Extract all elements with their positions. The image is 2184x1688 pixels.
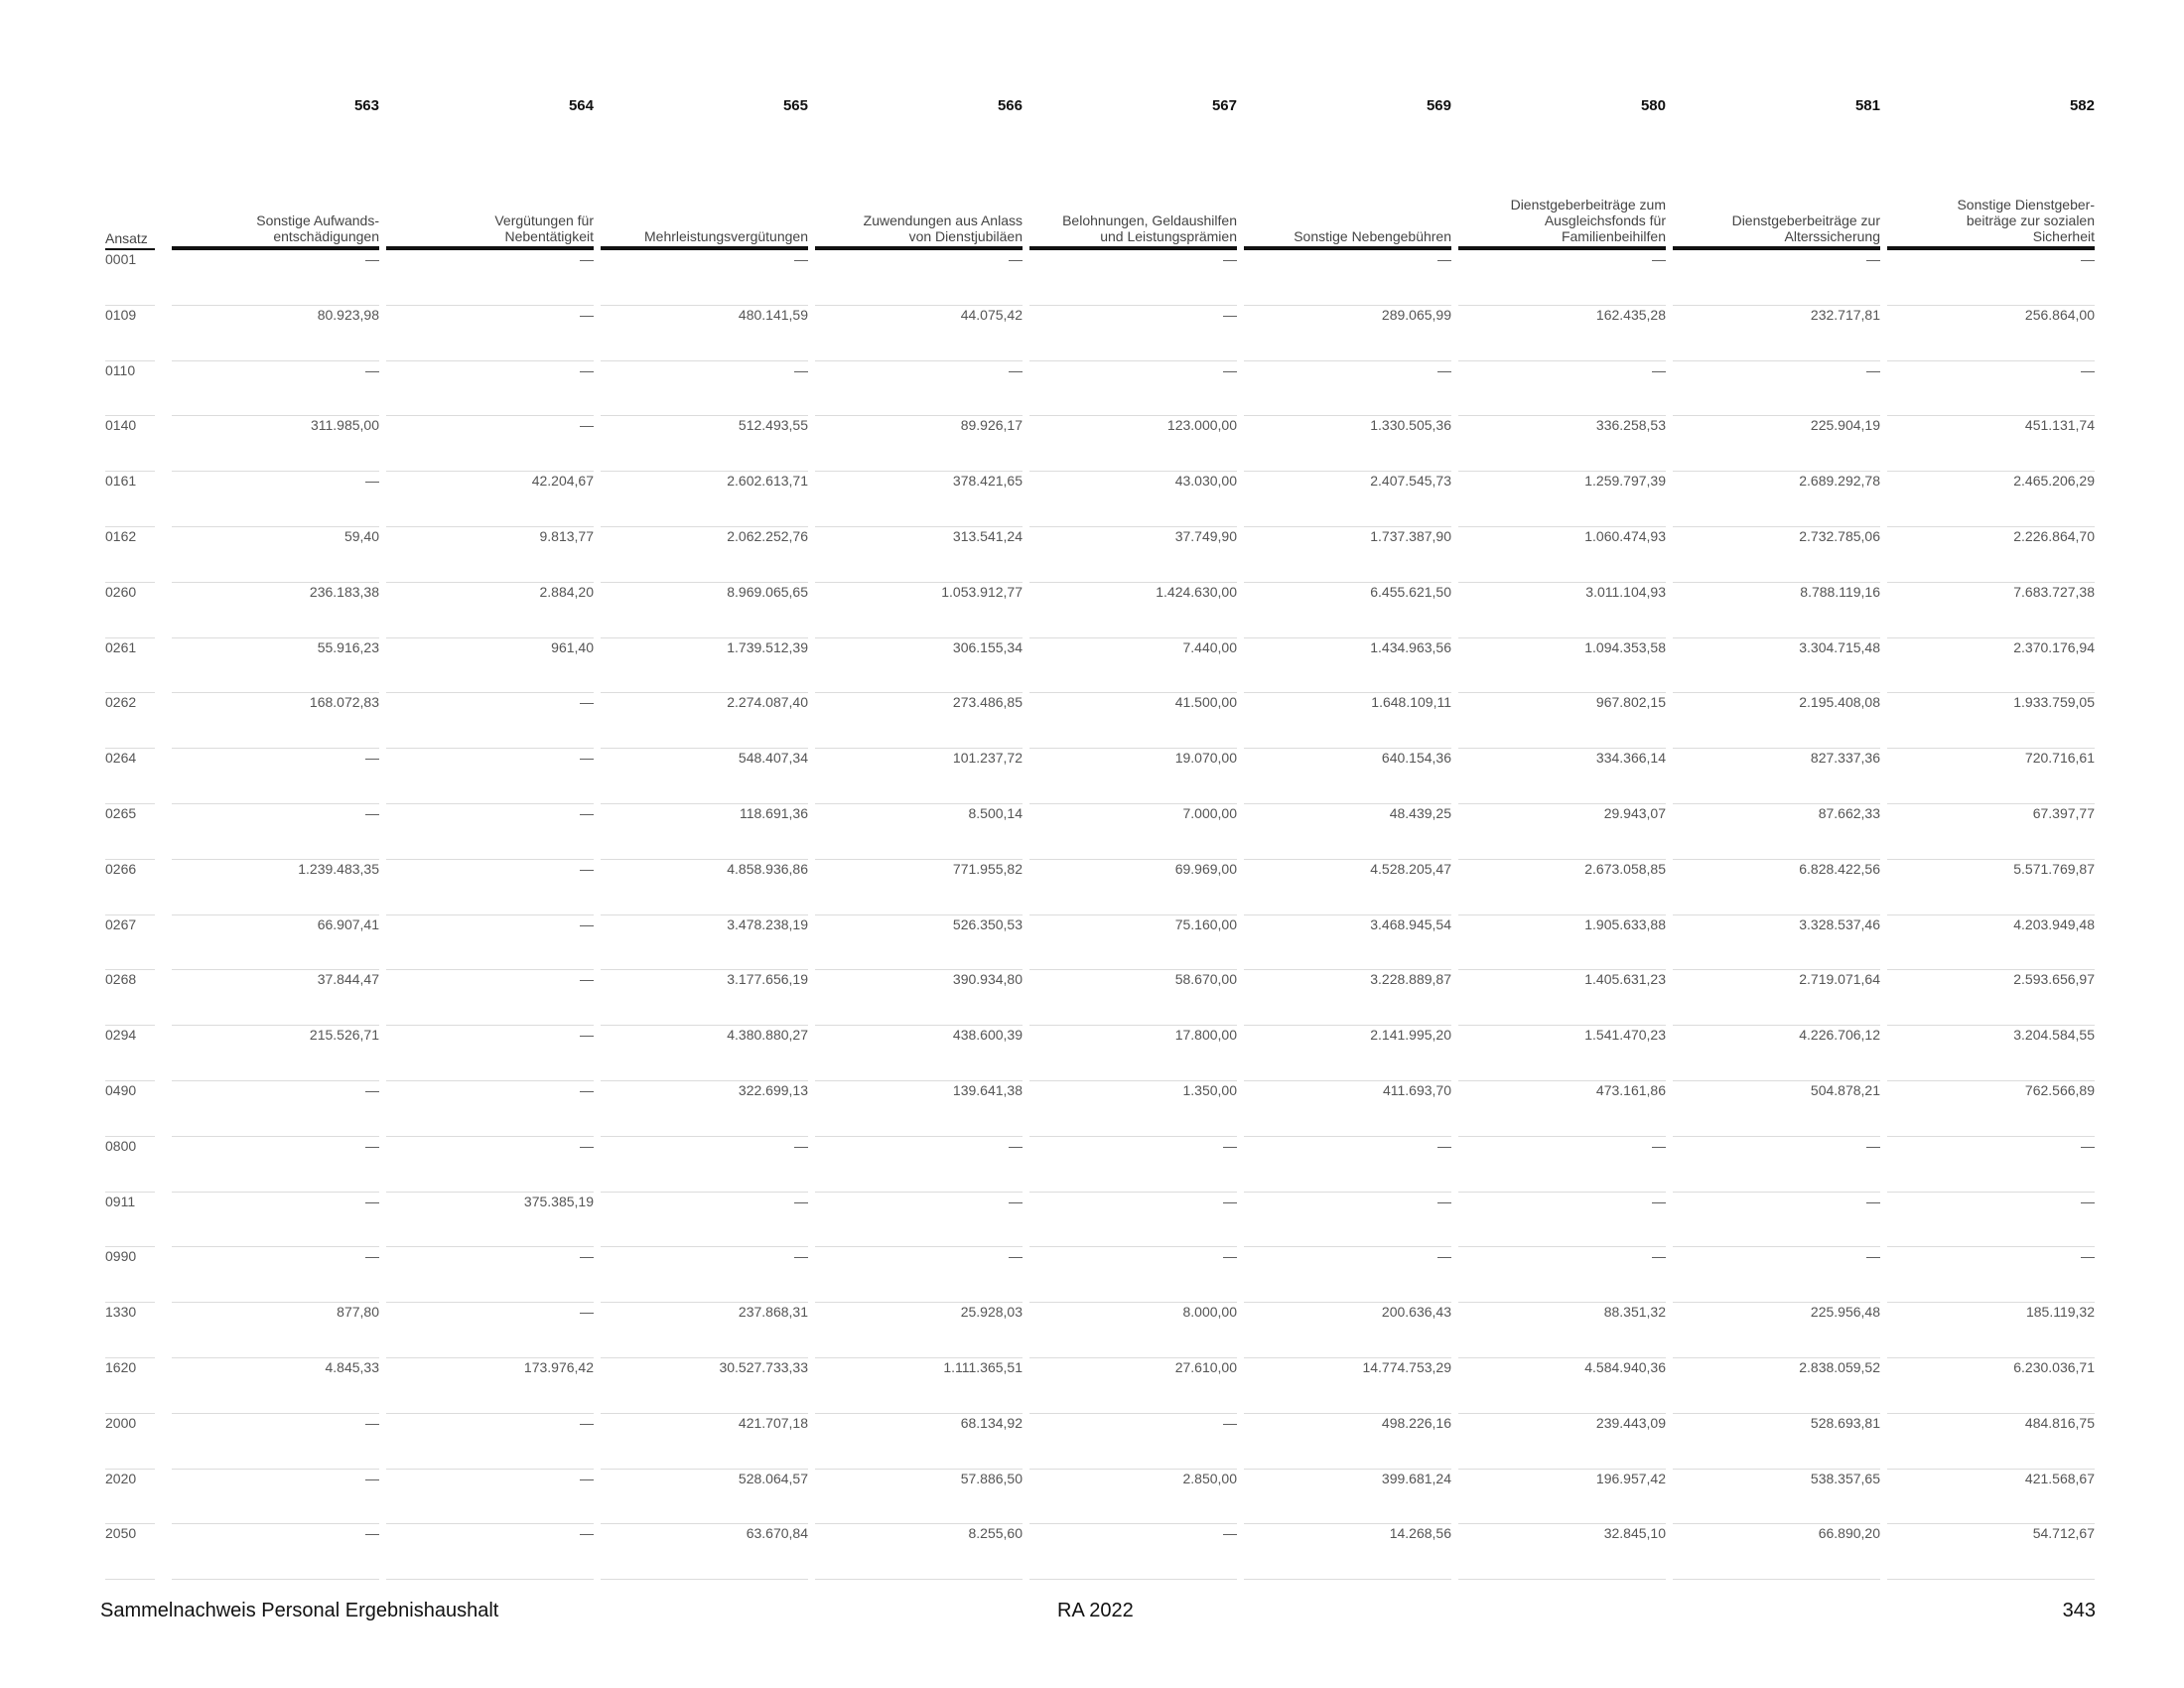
value-cell: — bbox=[1673, 361, 1880, 417]
ansatz-cell: 0261 bbox=[105, 638, 155, 694]
ansatz-cell: 0264 bbox=[105, 749, 155, 804]
value-cell: — bbox=[386, 1137, 594, 1193]
value-cell: — bbox=[172, 1470, 379, 1525]
value-cell: 1.933.759,05 bbox=[1887, 693, 2095, 749]
value-cell: 37.749,90 bbox=[1029, 527, 1237, 583]
value-cell: — bbox=[1458, 1137, 1666, 1193]
value-cell: 43.030,00 bbox=[1029, 472, 1237, 527]
value-cell: 4.203.949,48 bbox=[1887, 915, 2095, 971]
table-row bbox=[105, 1026, 2102, 1081]
value-cell: 762.566,89 bbox=[1887, 1081, 2095, 1137]
value-cell: 162.435,28 bbox=[1458, 306, 1666, 361]
value-cell: — bbox=[386, 970, 594, 1026]
value-cell: — bbox=[386, 693, 594, 749]
value-cell: — bbox=[386, 1303, 594, 1358]
value-cell: — bbox=[1029, 1137, 1237, 1193]
value-cell: 1.350,00 bbox=[1029, 1081, 1237, 1137]
table-row bbox=[105, 1137, 2102, 1193]
value-cell: — bbox=[386, 1414, 594, 1470]
value-cell: 55.916,23 bbox=[172, 638, 379, 694]
value-cell: — bbox=[172, 250, 379, 306]
value-cell: 451.131,74 bbox=[1887, 416, 2095, 472]
ansatz-cell: 0110 bbox=[105, 361, 155, 417]
value-cell: 399.681,24 bbox=[1244, 1470, 1451, 1525]
value-cell: 27.610,00 bbox=[1029, 1358, 1237, 1414]
value-cell: 827.337,36 bbox=[1673, 749, 1880, 804]
value-cell: — bbox=[1887, 361, 2095, 417]
data-table bbox=[105, 250, 2102, 1580]
value-cell: 2.141.995,20 bbox=[1244, 1026, 1451, 1081]
value-cell: — bbox=[1029, 250, 1237, 306]
value-cell: 2.465.206,29 bbox=[1887, 472, 2095, 527]
value-cell: 68.134,92 bbox=[815, 1414, 1023, 1470]
value-cell: 2.673.058,85 bbox=[1458, 860, 1666, 915]
value-cell: — bbox=[172, 1193, 379, 1248]
value-cell: 232.717,81 bbox=[1673, 306, 1880, 361]
value-cell: 1.424.630,00 bbox=[1029, 583, 1237, 638]
page-number: 343 bbox=[2062, 1600, 2096, 1621]
value-cell: — bbox=[601, 361, 808, 417]
ansatz-cell: 0001 bbox=[105, 250, 155, 306]
value-cell: — bbox=[172, 1081, 379, 1137]
value-cell: 306.155,34 bbox=[815, 638, 1023, 694]
value-cell: 57.886,50 bbox=[815, 1470, 1023, 1525]
value-cell: 1.541.470,23 bbox=[1458, 1026, 1666, 1081]
column-code: 565 bbox=[782, 97, 808, 114]
value-cell: 75.160,00 bbox=[1029, 915, 1237, 971]
value-cell: 378.421,65 bbox=[815, 472, 1023, 527]
table-row bbox=[105, 1081, 2102, 1137]
table-row bbox=[105, 1414, 2102, 1470]
value-cell: 480.141,59 bbox=[601, 306, 808, 361]
column-header: Sonstige Aufwands- entschädigungen bbox=[172, 187, 379, 250]
value-cell: 473.161,86 bbox=[1458, 1081, 1666, 1137]
value-cell: 771.955,82 bbox=[815, 860, 1023, 915]
value-cell: 3.011.104,93 bbox=[1458, 583, 1666, 638]
ansatz-cell: 0162 bbox=[105, 527, 155, 583]
value-cell: 29.943,07 bbox=[1458, 804, 1666, 860]
value-cell: 67.397,77 bbox=[1887, 804, 2095, 860]
table-row bbox=[105, 1358, 2102, 1414]
value-cell: 123.000,00 bbox=[1029, 416, 1237, 472]
value-cell: 6.828.422,56 bbox=[1673, 860, 1880, 915]
column-code: 581 bbox=[1854, 97, 1880, 114]
value-cell: 4.845,33 bbox=[172, 1358, 379, 1414]
column-code: 564 bbox=[568, 97, 594, 114]
ansatz-cell: 0109 bbox=[105, 306, 155, 361]
value-cell: 512.493,55 bbox=[601, 416, 808, 472]
value-cell: 118.691,36 bbox=[601, 804, 808, 860]
value-cell: — bbox=[172, 1524, 379, 1580]
value-cell: — bbox=[1887, 1193, 2095, 1248]
column-header: Mehrleistungsvergütungen bbox=[601, 187, 808, 250]
value-cell: — bbox=[1244, 1137, 1451, 1193]
value-cell: 7.683.727,38 bbox=[1887, 583, 2095, 638]
value-cell: — bbox=[815, 361, 1023, 417]
value-cell: — bbox=[815, 1247, 1023, 1303]
value-cell: 8.000,00 bbox=[1029, 1303, 1237, 1358]
value-cell: — bbox=[386, 1026, 594, 1081]
value-cell: 17.800,00 bbox=[1029, 1026, 1237, 1081]
table-header bbox=[105, 187, 2102, 250]
value-cell: — bbox=[1673, 1247, 1880, 1303]
value-cell: — bbox=[386, 860, 594, 915]
ansatz-cell: 0266 bbox=[105, 860, 155, 915]
page-footer bbox=[100, 1600, 2096, 1623]
value-cell: 3.177.656,19 bbox=[601, 970, 808, 1026]
value-cell: 41.500,00 bbox=[1029, 693, 1237, 749]
footer-report-year: RA 2022 bbox=[1057, 1600, 1134, 1621]
ansatz-cell: 0268 bbox=[105, 970, 155, 1026]
ansatz-cell: 2000 bbox=[105, 1414, 155, 1470]
table-row bbox=[105, 1303, 2102, 1358]
value-cell: — bbox=[386, 361, 594, 417]
value-cell: 225.904,19 bbox=[1673, 416, 1880, 472]
value-cell: 2.719.071,64 bbox=[1673, 970, 1880, 1026]
column-code: 563 bbox=[353, 97, 379, 114]
value-cell: 1.905.633,88 bbox=[1458, 915, 1666, 971]
value-cell: — bbox=[1673, 1193, 1880, 1248]
value-cell: 1.737.387,90 bbox=[1244, 527, 1451, 583]
value-cell: 66.907,41 bbox=[172, 915, 379, 971]
value-cell: — bbox=[1244, 1247, 1451, 1303]
column-header: Dienstgeberbeiträge zum Ausgleichsfonds für Familienbeihilfen bbox=[1458, 187, 1666, 250]
value-cell: 967.802,15 bbox=[1458, 693, 1666, 749]
value-cell: 8.500,14 bbox=[815, 804, 1023, 860]
value-cell: — bbox=[601, 1247, 808, 1303]
value-cell: 3.304.715,48 bbox=[1673, 638, 1880, 694]
value-cell: 1.739.512,39 bbox=[601, 638, 808, 694]
value-cell: 89.926,17 bbox=[815, 416, 1023, 472]
value-cell: 87.662,33 bbox=[1673, 804, 1880, 860]
value-cell: 58.670,00 bbox=[1029, 970, 1237, 1026]
value-cell: 4.528.205,47 bbox=[1244, 860, 1451, 915]
value-cell: — bbox=[386, 1470, 594, 1525]
table-row bbox=[105, 693, 2102, 749]
value-cell: 526.350,53 bbox=[815, 915, 1023, 971]
value-cell: — bbox=[1029, 306, 1237, 361]
value-cell: 239.443,09 bbox=[1458, 1414, 1666, 1470]
value-cell: 1.239.483,35 bbox=[172, 860, 379, 915]
value-cell: 6.230.036,71 bbox=[1887, 1358, 2095, 1414]
value-cell: 322.699,13 bbox=[601, 1081, 808, 1137]
value-cell: — bbox=[601, 250, 808, 306]
value-cell: 2.838.059,52 bbox=[1673, 1358, 1880, 1414]
value-cell: 2.062.252,76 bbox=[601, 527, 808, 583]
value-cell: 8.969.065,65 bbox=[601, 583, 808, 638]
value-cell: — bbox=[1029, 1193, 1237, 1248]
value-cell: 25.928,03 bbox=[815, 1303, 1023, 1358]
value-cell: 2.602.613,71 bbox=[601, 472, 808, 527]
value-cell: 19.070,00 bbox=[1029, 749, 1237, 804]
value-cell: 1.434.963,56 bbox=[1244, 638, 1451, 694]
value-cell: 14.774.753,29 bbox=[1244, 1358, 1451, 1414]
value-cell: 273.486,85 bbox=[815, 693, 1023, 749]
value-cell: 311.985,00 bbox=[172, 416, 379, 472]
value-cell: 80.923,98 bbox=[172, 306, 379, 361]
column-header: Belohnungen, Geldaushilfen und Leistungsprämien bbox=[1029, 187, 1237, 250]
value-cell: — bbox=[601, 1193, 808, 1248]
value-cell: 9.813,77 bbox=[386, 527, 594, 583]
value-cell: 4.380.880,27 bbox=[601, 1026, 808, 1081]
column-header: Zuwendungen aus Anlass von Dienstjubiläen bbox=[815, 187, 1023, 250]
value-cell: — bbox=[172, 361, 379, 417]
value-cell: 2.274.087,40 bbox=[601, 693, 808, 749]
value-cell: — bbox=[1458, 1193, 1666, 1248]
value-cell: 48.439,25 bbox=[1244, 804, 1451, 860]
table-row bbox=[105, 749, 2102, 804]
value-cell: 4.584.940,36 bbox=[1458, 1358, 1666, 1414]
value-cell: 44.075,42 bbox=[815, 306, 1023, 361]
value-cell: 236.183,38 bbox=[172, 583, 379, 638]
value-cell: — bbox=[172, 1414, 379, 1470]
value-cell: 2.195.408,08 bbox=[1673, 693, 1880, 749]
ansatz-cell: 2020 bbox=[105, 1470, 155, 1525]
value-cell: 215.526,71 bbox=[172, 1026, 379, 1081]
column-code: 569 bbox=[1426, 97, 1451, 114]
table-row bbox=[105, 860, 2102, 915]
ansatz-cell: 0911 bbox=[105, 1193, 155, 1248]
value-cell: 1.060.474,93 bbox=[1458, 527, 1666, 583]
table-row bbox=[105, 250, 2102, 306]
column-header: Sonstige Nebengebühren bbox=[1244, 187, 1451, 250]
table-row bbox=[105, 970, 2102, 1026]
column-code: 566 bbox=[997, 97, 1023, 114]
value-cell: 1.053.912,77 bbox=[815, 583, 1023, 638]
table-row bbox=[105, 472, 2102, 527]
value-cell: — bbox=[1244, 250, 1451, 306]
value-cell: 42.204,67 bbox=[386, 472, 594, 527]
value-cell: — bbox=[815, 1137, 1023, 1193]
value-cell: 1.094.353,58 bbox=[1458, 638, 1666, 694]
value-cell: 8.788.119,16 bbox=[1673, 583, 1880, 638]
value-cell: 2.593.656,97 bbox=[1887, 970, 2095, 1026]
value-cell: — bbox=[1244, 1193, 1451, 1248]
value-cell: 375.385,19 bbox=[386, 1193, 594, 1248]
value-cell: 3.478.238,19 bbox=[601, 915, 808, 971]
value-cell: 237.868,31 bbox=[601, 1303, 808, 1358]
value-cell: 196.957,42 bbox=[1458, 1470, 1666, 1525]
value-cell: — bbox=[386, 1524, 594, 1580]
value-cell: 411.693,70 bbox=[1244, 1081, 1451, 1137]
value-cell: 3.328.537,46 bbox=[1673, 915, 1880, 971]
value-cell: 498.226,16 bbox=[1244, 1414, 1451, 1470]
table-row bbox=[105, 638, 2102, 694]
value-cell: — bbox=[386, 1247, 594, 1303]
value-cell: — bbox=[1458, 361, 1666, 417]
value-cell: 256.864,00 bbox=[1887, 306, 2095, 361]
value-cell: 3.204.584,55 bbox=[1887, 1026, 2095, 1081]
value-cell: — bbox=[815, 250, 1023, 306]
value-cell: 336.258,53 bbox=[1458, 416, 1666, 472]
ansatz-cell: 0294 bbox=[105, 1026, 155, 1081]
column-code: 567 bbox=[1211, 97, 1237, 114]
value-cell: 720.716,61 bbox=[1887, 749, 2095, 804]
value-cell: — bbox=[1244, 361, 1451, 417]
value-cell: — bbox=[386, 804, 594, 860]
value-cell: 69.969,00 bbox=[1029, 860, 1237, 915]
table-row bbox=[105, 306, 2102, 361]
value-cell: — bbox=[386, 306, 594, 361]
value-cell: — bbox=[815, 1193, 1023, 1248]
value-cell: 438.600,39 bbox=[815, 1026, 1023, 1081]
value-cell: — bbox=[386, 250, 594, 306]
value-cell: — bbox=[172, 1247, 379, 1303]
value-cell: 289.065,99 bbox=[1244, 306, 1451, 361]
value-cell: — bbox=[1029, 1524, 1237, 1580]
value-cell: 961,40 bbox=[386, 638, 594, 694]
value-cell: 1.330.505,36 bbox=[1244, 416, 1451, 472]
column-codes bbox=[172, 97, 2102, 114]
value-cell: 484.816,75 bbox=[1887, 1414, 2095, 1470]
table-row bbox=[105, 1470, 2102, 1525]
ansatz-cell: 0990 bbox=[105, 1247, 155, 1303]
value-cell: 2.370.176,94 bbox=[1887, 638, 2095, 694]
value-cell: 1.405.631,23 bbox=[1458, 970, 1666, 1026]
column-header: Vergütungen für Nebentätigkeit bbox=[386, 187, 594, 250]
column-header: Sonstige Dienstgeber- beiträge zur sozialen Sicherheit bbox=[1887, 187, 2095, 250]
value-cell: — bbox=[386, 1081, 594, 1137]
value-cell: 225.956,48 bbox=[1673, 1303, 1880, 1358]
ansatz-cell: 0267 bbox=[105, 915, 155, 971]
value-cell: — bbox=[1673, 250, 1880, 306]
value-cell: 2.689.292,78 bbox=[1673, 472, 1880, 527]
value-cell: — bbox=[1458, 1247, 1666, 1303]
value-cell: — bbox=[1458, 250, 1666, 306]
ansatz-cell: 1330 bbox=[105, 1303, 155, 1358]
column-code: 582 bbox=[2069, 97, 2095, 114]
ansatz-cell: 0260 bbox=[105, 583, 155, 638]
value-cell: — bbox=[1029, 361, 1237, 417]
value-cell: 6.455.621,50 bbox=[1244, 583, 1451, 638]
value-cell: 3.228.889,87 bbox=[1244, 970, 1451, 1026]
table-row bbox=[105, 915, 2102, 971]
value-cell: 4.858.936,86 bbox=[601, 860, 808, 915]
value-cell: 200.636,43 bbox=[1244, 1303, 1451, 1358]
value-cell: 538.357,65 bbox=[1673, 1470, 1880, 1525]
value-cell: 2.732.785,06 bbox=[1673, 527, 1880, 583]
value-cell: 7.440,00 bbox=[1029, 638, 1237, 694]
ansatz-cell: 2050 bbox=[105, 1524, 155, 1580]
value-cell: 528.064,57 bbox=[601, 1470, 808, 1525]
table-row bbox=[105, 361, 2102, 417]
value-cell: — bbox=[386, 416, 594, 472]
ansatz-cell: 0265 bbox=[105, 804, 155, 860]
value-cell: 334.366,14 bbox=[1458, 749, 1666, 804]
ansatz-cell: 0140 bbox=[105, 416, 155, 472]
value-cell: 139.641,38 bbox=[815, 1081, 1023, 1137]
header-ansatz: Ansatz bbox=[105, 187, 155, 250]
ansatz-cell: 0490 bbox=[105, 1081, 155, 1137]
column-code: 580 bbox=[1640, 97, 1666, 114]
value-cell: — bbox=[1029, 1414, 1237, 1470]
value-cell: 1.111.365,51 bbox=[815, 1358, 1023, 1414]
value-cell: 421.707,18 bbox=[601, 1414, 808, 1470]
value-cell: — bbox=[386, 915, 594, 971]
value-cell: 8.255,60 bbox=[815, 1524, 1023, 1580]
footer-title: Sammelnachweis Personal Ergebnishaushalt bbox=[100, 1600, 499, 1621]
column-header: Dienstgeberbeiträge zur Alterssicherung bbox=[1673, 187, 1880, 250]
table-row bbox=[105, 1247, 2102, 1303]
value-cell: 877,80 bbox=[172, 1303, 379, 1358]
value-cell: 66.890,20 bbox=[1673, 1524, 1880, 1580]
value-cell: — bbox=[172, 749, 379, 804]
value-cell: 421.568,67 bbox=[1887, 1470, 2095, 1525]
value-cell: 2.226.864,70 bbox=[1887, 527, 2095, 583]
value-cell: 168.072,83 bbox=[172, 693, 379, 749]
value-cell: 2.884,20 bbox=[386, 583, 594, 638]
value-cell: 548.407,34 bbox=[601, 749, 808, 804]
value-cell: 14.268,56 bbox=[1244, 1524, 1451, 1580]
value-cell: — bbox=[1887, 1137, 2095, 1193]
value-cell: 3.468.945,54 bbox=[1244, 915, 1451, 971]
value-cell: — bbox=[386, 749, 594, 804]
value-cell: 32.845,10 bbox=[1458, 1524, 1666, 1580]
value-cell: — bbox=[1887, 1247, 2095, 1303]
value-cell: 63.670,84 bbox=[601, 1524, 808, 1580]
value-cell: — bbox=[1887, 250, 2095, 306]
value-cell: 7.000,00 bbox=[1029, 804, 1237, 860]
value-cell: 101.237,72 bbox=[815, 749, 1023, 804]
value-cell: — bbox=[1029, 1247, 1237, 1303]
table-row bbox=[105, 416, 2102, 472]
ansatz-cell: 1620 bbox=[105, 1358, 155, 1414]
value-cell: 528.693,81 bbox=[1673, 1414, 1880, 1470]
table-row bbox=[105, 1524, 2102, 1580]
value-cell: 640.154,36 bbox=[1244, 749, 1451, 804]
value-cell: 1.259.797,39 bbox=[1458, 472, 1666, 527]
value-cell: — bbox=[172, 1137, 379, 1193]
value-cell: 390.934,80 bbox=[815, 970, 1023, 1026]
value-cell: 313.541,24 bbox=[815, 527, 1023, 583]
ansatz-cell: 0262 bbox=[105, 693, 155, 749]
ansatz-cell: 0161 bbox=[105, 472, 155, 527]
value-cell: 54.712,67 bbox=[1887, 1524, 2095, 1580]
value-cell: — bbox=[601, 1137, 808, 1193]
ansatz-cell: 0800 bbox=[105, 1137, 155, 1193]
value-cell: 504.878,21 bbox=[1673, 1081, 1880, 1137]
value-cell: 59,40 bbox=[172, 527, 379, 583]
value-cell: 2.850,00 bbox=[1029, 1470, 1237, 1525]
table-row bbox=[105, 804, 2102, 860]
value-cell: 185.119,32 bbox=[1887, 1303, 2095, 1358]
value-cell: 5.571.769,87 bbox=[1887, 860, 2095, 915]
value-cell: 30.527.733,33 bbox=[601, 1358, 808, 1414]
value-cell: — bbox=[172, 804, 379, 860]
table-row bbox=[105, 527, 2102, 583]
value-cell: — bbox=[1673, 1137, 1880, 1193]
value-cell: 88.351,32 bbox=[1458, 1303, 1666, 1358]
value-cell: 1.648.109,11 bbox=[1244, 693, 1451, 749]
value-cell: 37.844,47 bbox=[172, 970, 379, 1026]
value-cell: — bbox=[172, 472, 379, 527]
table-row bbox=[105, 1193, 2102, 1248]
table-row bbox=[105, 583, 2102, 638]
value-cell: 2.407.545,73 bbox=[1244, 472, 1451, 527]
value-cell: 173.976,42 bbox=[386, 1358, 594, 1414]
value-cell: 4.226.706,12 bbox=[1673, 1026, 1880, 1081]
